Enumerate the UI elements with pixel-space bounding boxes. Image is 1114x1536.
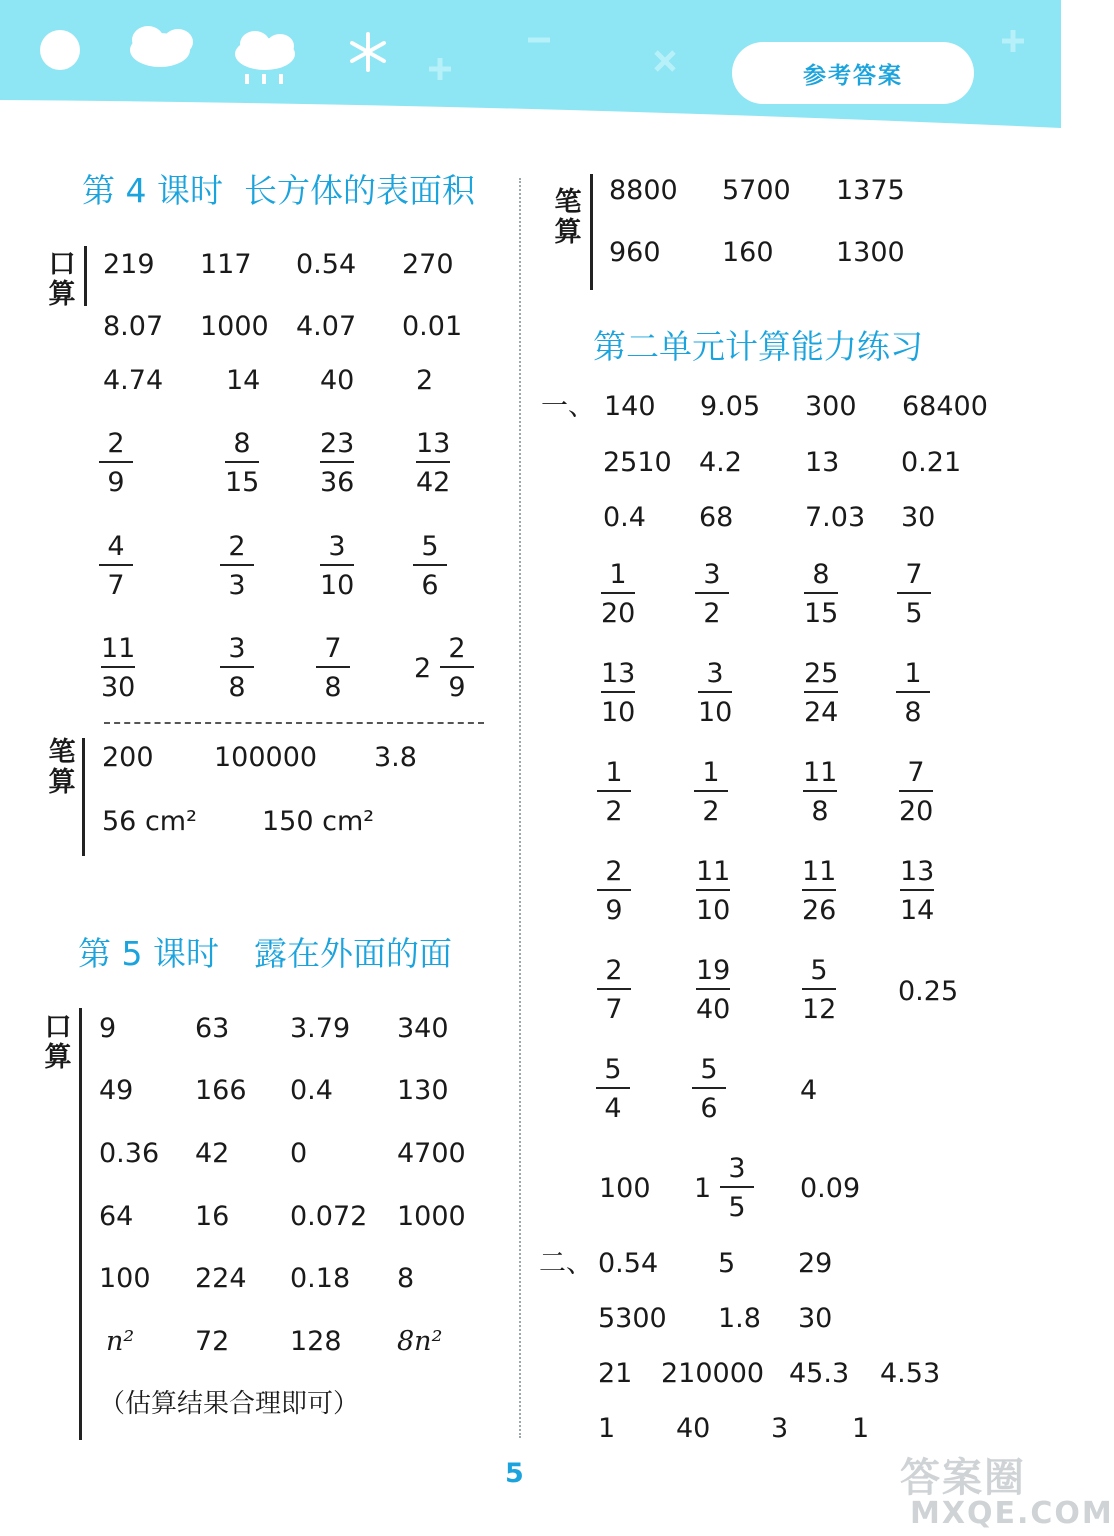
cell: 64 [99,1201,134,1232]
fraction: 1 8 [896,660,930,726]
lesson5-oral-divider [79,1008,82,1440]
fraction: 2 9 [99,430,133,496]
cell: 0 [290,1138,308,1169]
cell: 9 [99,1013,117,1044]
cell: 1300 [836,237,905,268]
cell: 8n² [397,1326,443,1357]
fraction: 8 15 [804,559,839,629]
cell: 0.54 [296,249,357,280]
cell: 68 [699,502,734,533]
cell: 72 [195,1326,230,1357]
cell: 3 [771,1413,789,1444]
cell: 1 [598,1413,616,1444]
lesson5-title-number: 第 5 课时 [78,934,219,973]
cell: 5700 [722,175,791,206]
lesson5-title-text: 露在外面的面 [254,934,452,973]
cell: 4.07 [296,311,357,342]
cell: 4700 [397,1138,466,1169]
cell: 30 [901,502,936,533]
fraction: 19 40 [696,955,731,1025]
cell: n² [106,1326,135,1357]
cell: 0.25 [898,976,959,1007]
fraction: 11 10 [696,856,731,926]
fraction: 3 10 [698,658,733,728]
lesson5-oral-label: 口算 [44,1012,72,1074]
cell: 4.2 [699,447,742,478]
cell: 56 cm² [102,806,197,837]
cell: 340 [397,1013,449,1044]
fraction: 1 20 [601,559,636,629]
cell: 8800 [609,175,678,206]
cell: 0.36 [99,1138,160,1169]
fraction: 3 10 [320,531,355,601]
cell: 960 [609,237,661,268]
cell: 0.09 [800,1173,861,1204]
fraction: 8 15 [225,428,260,498]
lesson4-written-divider [82,738,85,856]
page-number: 5 [505,1458,524,1489]
cell: 21 [598,1358,633,1389]
cell: 40 [320,365,355,396]
cell: 130 [397,1075,449,1106]
cell: 100 [99,1263,151,1294]
cell: 128 [290,1326,342,1357]
cell: 2 [416,365,434,396]
cell: 117 [200,249,252,280]
cell: 0.01 [402,311,463,342]
cell: 0.4 [290,1075,333,1106]
fraction: 5 6 [413,533,447,599]
fraction: 7 5 [897,561,931,627]
estimation-note: （估算结果合理即可） [99,1389,360,1419]
cell: 0.54 [598,1248,659,1279]
cell: 1375 [836,175,905,206]
cell: 4.53 [880,1358,941,1389]
cell: 13 [805,447,840,478]
cell: 68400 [902,391,988,422]
cell: 100 [599,1173,651,1204]
fraction: 25 24 [804,658,839,728]
cell: 29 [798,1248,833,1279]
cell: 5 [718,1248,736,1279]
cell: 1000 [397,1201,466,1232]
fraction: 2 3 [220,533,254,599]
sun-icon [40,30,80,70]
cell: 166 [195,1075,247,1106]
cell: 2510 [603,447,672,478]
answer-key-badge: 参考答案 [732,42,974,104]
lesson4-title-number: 第 4 课时 [82,171,223,210]
fraction: 5 6 [692,1056,726,1122]
fraction: 23 36 [320,428,355,498]
written-calc-divider [590,174,593,290]
lesson4-written-label: 笔算 [48,737,76,799]
fraction: 11 30 [101,633,136,703]
cell: 150 cm² [262,806,375,837]
cell: 210000 [661,1358,765,1389]
fraction: 7 20 [899,757,934,827]
cell: 45.3 [789,1358,850,1389]
cell: 1.8 [718,1303,761,1334]
fraction: 3 5 [720,1155,754,1221]
cell: 16 [195,1201,230,1232]
cell: 8 [397,1263,415,1294]
fraction: 2 9 [440,635,474,701]
cell: 140 [604,391,656,422]
cell: 4.74 [103,365,164,396]
fraction: 13 42 [416,428,451,498]
cell: 7.03 [805,502,866,533]
fraction: 5 12 [802,955,837,1025]
column-separator [519,178,521,1438]
fraction: 3 8 [220,635,254,701]
watermark-url: MXQE.COM [910,1496,1114,1531]
fraction: 13 14 [900,856,935,926]
cell: 8.07 [103,311,164,342]
fraction: 7 8 [316,635,350,701]
cell: 3.8 [374,742,417,773]
fraction: 13 10 [601,658,636,728]
cell: 160 [722,237,774,268]
cell: 224 [195,1263,247,1294]
cell: 1 [852,1413,870,1444]
unit2-title: 第二单元计算能力练习 [593,327,923,366]
fraction: 11 26 [802,856,837,926]
cell: 1000 [200,311,269,342]
section-divider [104,722,484,724]
written-calc-label: 笔算 [554,187,582,249]
lesson4-oral-divider [84,246,87,306]
fraction: 5 4 [596,1056,630,1122]
part2-label: 二、 [539,1248,593,1279]
cell: 0.072 [290,1201,368,1232]
fraction: 2 9 [597,858,631,924]
cell: 200 [102,742,154,773]
cell: 0.18 [290,1263,351,1294]
fraction: 1 2 [694,759,728,825]
cell: 30 [798,1303,833,1334]
cell: 3.79 [290,1013,351,1044]
part1-label: 一、 [541,391,595,422]
cell: 14 [226,365,261,396]
header-banner [0,0,1061,140]
cell: 49 [99,1075,134,1106]
cell: 5300 [598,1303,667,1334]
fraction: 3 2 [695,561,729,627]
lesson4-title-text: 长方体的表面积 [244,171,475,210]
fraction: 2 7 [597,957,631,1023]
fraction: 11 8 [803,757,838,827]
cell: 42 [195,1138,230,1169]
lesson4-oral-label: 口算 [48,249,76,311]
watermark-logo: 答案圈 [900,1455,1026,1501]
cell: 63 [195,1013,230,1044]
cell: 219 [103,249,155,280]
cell: 0.4 [603,502,646,533]
cell: 40 [676,1413,711,1444]
cell: 300 [805,391,857,422]
cell: 100000 [214,742,318,773]
fraction: 1 2 [597,759,631,825]
cell: 270 [402,249,454,280]
cell: 9.05 [700,391,761,422]
cell: 0.21 [901,447,962,478]
fraction: 4 7 [99,533,133,599]
cell: 4 [800,1075,818,1106]
